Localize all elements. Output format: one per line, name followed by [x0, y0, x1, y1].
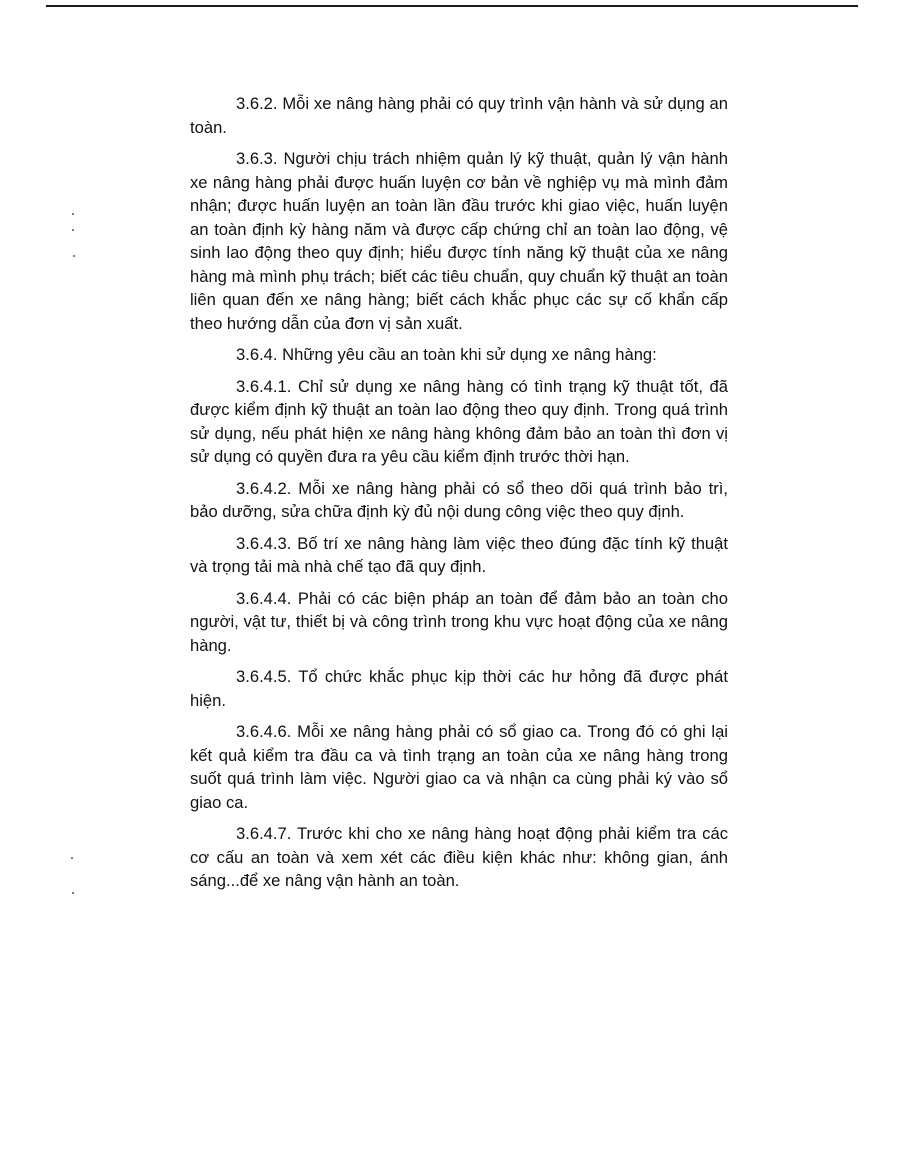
paragraph-3-6-2: 3.6.2. Mỗi xe nâng hàng phải có quy trình vận hành và sử dụng an toàn. [190, 94, 728, 137]
paragraph-3-6-4-7: 3.6.4.7. Trước khi cho xe nâng hàng hoạt động phải kiểm tra các cơ cấu an toàn và xem xét các điều kiện khác như: không gian, ánh sáng...để xe nâng vận hành an toàn. [190, 824, 728, 890]
paragraph-3-6-4-6: 3.6.4.6. Mỗi xe nâng hàng phải có sổ giao ca. Trong đó có ghi lại kết quả kiểm tra đầu ca và tình trạng an toàn của xe nâng hàng trong suốt quá trình làm việc. Người giao ca và nhận ca cùng phải ký vào sổ giao ca. [190, 722, 728, 812]
top-border-line [46, 5, 858, 7]
paragraph-3-6-4-2: 3.6.4.2. Mỗi xe nâng hàng phải có sổ theo dõi quá trình bảo trì, bảo dưỡng, sửa chữa định kỳ đủ nội dung công việc theo quy định. [190, 478, 728, 521]
scan-speck [71, 857, 73, 859]
paragraph-3-6-4: 3.6.4. Những yêu cầu an toàn khi sử dụng xe nâng hàng: [236, 345, 657, 364]
paragraph-3-6-4-4: 3.6.4.4. Phải có các biện pháp an toàn để đảm bảo an toàn cho người, vật tư, thiết bị và công trình trong khu vực hoạt động của xe nâng hàng. [190, 588, 728, 655]
paragraph-3-6-4-1: 3.6.4.1. Chỉ sử dụng xe nâng hàng có tình trạng kỹ thuật tốt, đã được kiểm định kỹ thuật an toàn lao động theo quy định. Trong quá trình sử dụng, nếu phát hiện xe nâng hàng không đảm bảo an toàn thì đơn vị sử dụng có quyền đưa ra yêu cầu kiểm định trước thời hạn. [190, 376, 728, 466]
paragraph-3-6-4-3: 3.6.4.3. Bố trí xe nâng hàng làm việc theo đúng đặc tính kỹ thuật và trọng tải mà nhà chế tạo đã quy định. [190, 533, 728, 576]
paragraph-3-6-4-5: 3.6.4.5. Tổ chức khắc phục kịp thời các hư hỏng đã được phát hiện. [190, 667, 728, 710]
scan-speck [72, 892, 74, 894]
document-body [190, 92, 728, 901]
paragraph-3-6-3: 3.6.3. Người chịu trách nhiệm quản lý kỹ thuật, quản lý vận hành xe nâng hàng phải được huấn luyện cơ bản về nghiệp vụ mà mình đảm nhận; được huấn luyện an toàn lần đầu trước khi giao việc, huấn luyện an toàn định kỳ hàng năm và được cấp chứng chỉ an toàn lao động, vệ sinh lao động theo quy định; hiểu được tính năng kỹ thuật của xe nâng hàng mà mình phụ trách; biết các tiêu chuẩn, quy chuẩn kỹ thuật an toàn liên quan đến xe nâng hàng; biết cách khắc phục các sự cố khẩn cấp theo hướng dẫn của đơn vị sản xuất. [190, 149, 728, 333]
scan-speck [72, 229, 74, 231]
scan-speck [73, 255, 75, 257]
scan-speck [72, 213, 74, 215]
